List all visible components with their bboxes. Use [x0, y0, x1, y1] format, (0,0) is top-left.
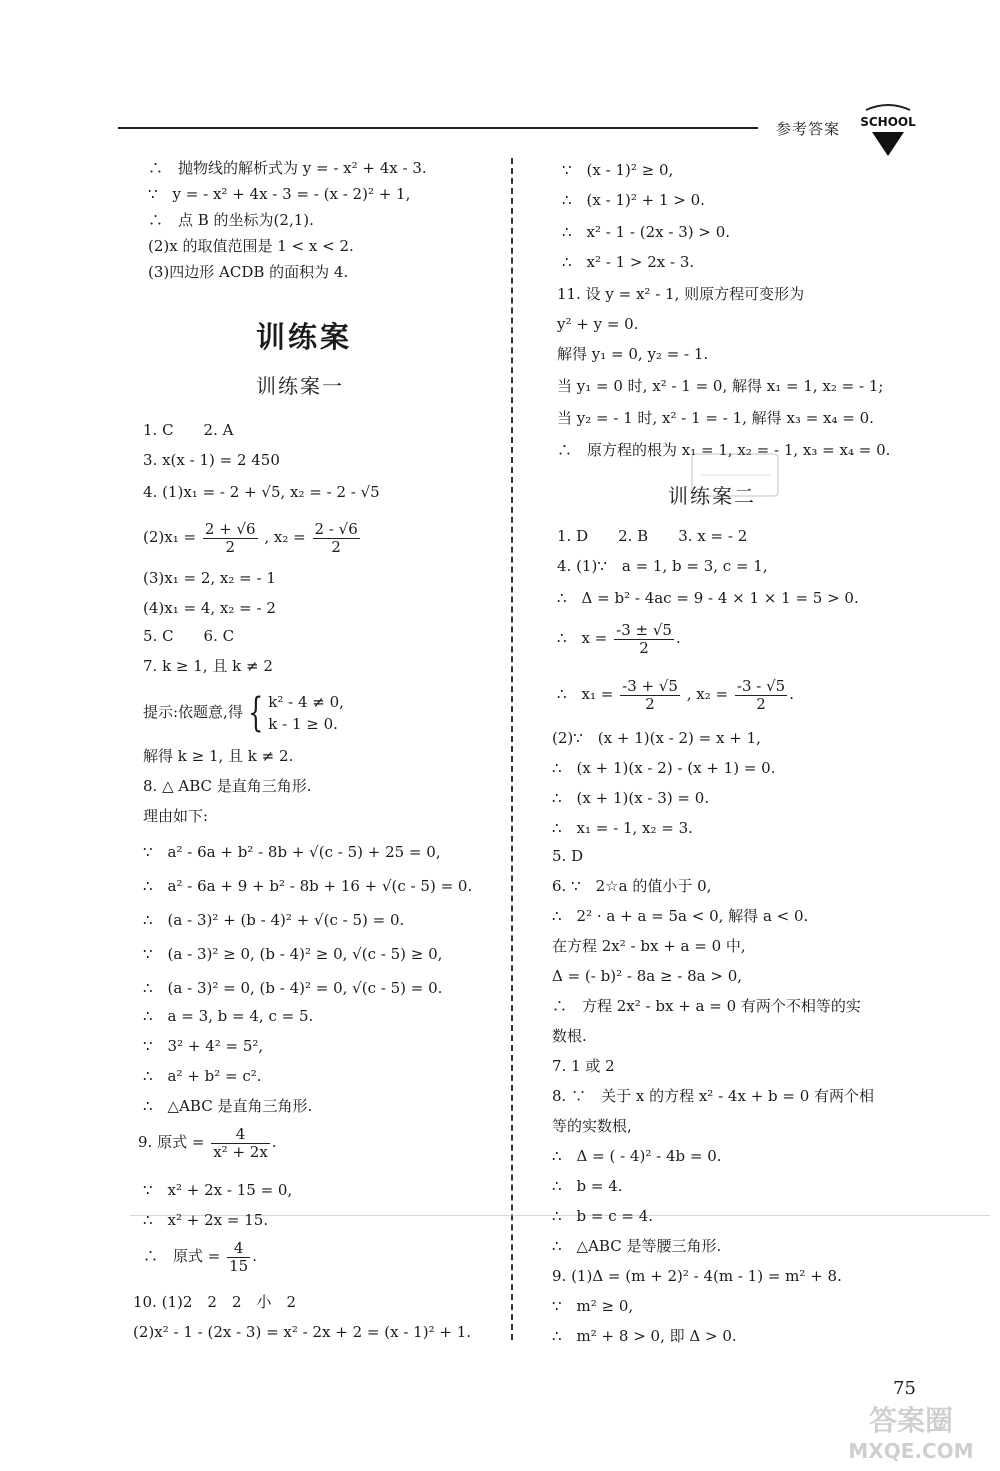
header-title: 参考答案	[776, 120, 841, 138]
fraction	[614, 622, 674, 657]
answer-8-line: ∵ 3² + 4² = 5²,	[143, 1037, 264, 1055]
sub-title-two: 训练案二	[668, 484, 756, 508]
answer-5-6: 5. C 6. C	[143, 627, 235, 645]
answer-11-line: y² + y = 0.	[557, 315, 639, 333]
answer-b-line: ∴ b = c = 4.	[552, 1207, 654, 1225]
left-pre-line: ∵ y = - x² + 4x - 3 = - (x - 2)² + 1,	[148, 185, 411, 203]
answer-b-4-4-mid: , x₂ =	[686, 685, 729, 703]
watermark-url: MXQE.COM	[848, 1439, 974, 1463]
right-pre-line: ∵ (x - 1)² ≥ 0,	[562, 161, 674, 179]
answer-4-4: (4)x₁ = 4, x₂ = - 2	[143, 599, 276, 617]
answer-b-1-3: 1. D 2. B 3. x = - 2	[557, 527, 748, 545]
answer-b-line: ∴ (x + 1)(x - 2) - (x + 1) = 0.	[552, 759, 776, 777]
answer-11-line: 11. 设 y = x² - 1, 则原方程可变形为	[557, 285, 805, 303]
fraction	[313, 521, 360, 556]
answer-3: 3. x(x - 1) = 2 450	[143, 451, 280, 469]
answer-9-result-post: .	[252, 1247, 257, 1265]
fraction	[227, 1240, 250, 1275]
fraction-num: 2 - √6	[314, 519, 358, 538]
fraction-num: 4	[211, 1126, 270, 1144]
answer-b-line: ∴ 方程 2x² - bx + a = 0 有两个不相等的实	[552, 997, 861, 1015]
answer-8-line: ∴ a² - 6a + 9 + b² - 8b + 16 + √(c - 5) = 0.	[143, 877, 473, 895]
answer-b-line: ∴ x₁ = - 1, x₂ = 3.	[552, 819, 693, 837]
answer-b-line: (2)∵ (x + 1)(x - 2) = x + 1,	[552, 729, 761, 747]
answer-8-line: 8. △ ABC 是直角三角形.	[143, 777, 312, 795]
fraction-den: 2	[645, 694, 655, 713]
answer-8-line: ∴ (a - 3)² + (b - 4)² + √(c - 5) = 0.	[143, 911, 405, 929]
answer-1-2: 1. C 2. A	[143, 421, 234, 439]
fraction-den: 15	[229, 1256, 249, 1275]
answer-b-line: ∴ 2² · a + a = 5a < 0, 解得 a < 0.	[552, 907, 809, 925]
page-number: 75	[893, 1378, 916, 1399]
answer-b-line: 9. (1)Δ = (m + 2)² - 4(m - 1) = m² + 8.	[552, 1267, 842, 1285]
answer-7: 7. k ≥ 1, 且 k ≠ 2	[143, 657, 273, 675]
answer-8-line: ∴ △ABC 是直角三角形.	[143, 1097, 313, 1115]
fraction	[620, 678, 680, 713]
answer-9-line: ∴ x² + 2x = 15.	[143, 1211, 269, 1229]
answer-9-result	[143, 1236, 257, 1276]
answer-b-4-4	[557, 674, 794, 714]
answer-b-line: 7. 1 或 2	[552, 1057, 615, 1075]
right-pre-line: ∴ x² - 1 - (2x - 3) > 0.	[562, 223, 731, 241]
column-divider	[511, 158, 513, 1340]
fraction-num: -3 ± √5	[616, 620, 672, 639]
fraction	[735, 678, 787, 713]
answer-9-result-pre: ∴ 原式 =	[143, 1247, 221, 1265]
system-line: k² - 4 ≠ 0,	[268, 693, 344, 711]
fraction	[203, 521, 258, 556]
answer-9-line: ∵ x² + 2x - 15 = 0,	[143, 1181, 293, 1199]
fraction-den: 2	[331, 537, 341, 556]
answer-b-line: 8. ∵ 关于 x 的方程 x² - 4x + b = 0 有两个相	[552, 1087, 875, 1105]
right-pre-line: ∴ (x - 1)² + 1 > 0.	[562, 191, 705, 209]
equation-system	[268, 691, 344, 735]
answer-b-line: 数根.	[552, 1027, 587, 1045]
answer-9-post: .	[271, 1133, 277, 1151]
answer-8-line: ∴ a² + b² = c².	[143, 1067, 262, 1085]
left-pre-line: ∴ 点 B 的坐标为(2,1).	[148, 211, 314, 229]
answer-b-4-3-pre: ∴ x =	[557, 629, 608, 647]
fraction	[211, 1126, 270, 1161]
answer-7-hint	[143, 688, 344, 736]
answer-8-line: 理由如下:	[143, 807, 209, 825]
header-rule	[118, 127, 758, 129]
answer-4-2-pre: (2)x₁ =	[143, 528, 197, 546]
answer-b-4-1: 4. (1)∵ a = 1, b = 3, c = 1,	[557, 557, 768, 575]
answer-b-line: Δ = (- b)² - 8a ≥ - 8a > 0,	[552, 967, 743, 985]
answer-b-line: ∴ (x + 1)(x - 3) = 0.	[552, 789, 710, 807]
answer-b-line: 在方程 2x² - bx + a = 0 中,	[552, 937, 746, 955]
answer-b-4-4-pre: ∴ x₁ =	[557, 685, 614, 703]
brace-icon: {	[247, 690, 264, 736]
answer-4-1: 4. (1)x₁ = - 2 + √5, x₂ = - 2 - √5	[143, 483, 380, 501]
fraction-den: 2	[225, 537, 235, 556]
watermark-logo	[836, 1396, 986, 1466]
answer-11-line: 解得 y₁ = 0, y₂ = - 1.	[557, 345, 709, 363]
answer-9-pre: 9. 原式 =	[138, 1133, 205, 1151]
left-pre-line: (2)x 的取值范围是 1 < x < 2.	[148, 237, 354, 255]
fraction-den: x² + 2x	[213, 1142, 268, 1161]
answer-10-2: (2)x² - 1 - (2x - 3) = x² - 2x + 2 = (x - 1)² + 1.	[133, 1323, 472, 1341]
answer-b-4-3	[557, 618, 681, 658]
answer-b-line: ∴ Δ = ( - 4)² - 4b = 0.	[552, 1147, 722, 1165]
hint-pre: 提示:依题意,得	[143, 703, 243, 721]
fraction-den: 2	[639, 638, 649, 657]
answer-11-line: 当 y₂ = - 1 时, x² - 1 = - 1, 解得 x₃ = x₄ = 0.	[557, 409, 874, 427]
fraction-num: 4	[227, 1240, 250, 1258]
answer-4-2-mid: , x₂ =	[264, 528, 306, 546]
answer-b-line: 6. ∵ 2☆a 的值小于 0,	[552, 877, 712, 895]
answer-b-4-3-post: .	[675, 629, 681, 647]
fraction-num: -3 + √5	[622, 676, 678, 695]
watermark-text: 答案圈	[868, 1404, 954, 1437]
answer-b-line: ∵ m² ≥ 0,	[552, 1297, 634, 1315]
answer-b-line: 等的实数根,	[552, 1117, 632, 1135]
system-line: k - 1 ≥ 0.	[268, 715, 338, 733]
answer-11-line: 当 y₁ = 0 时, x² - 1 = 0, 解得 x₁ = 1, x₂ = - 1;	[557, 377, 884, 395]
answer-b-line: 5. D	[552, 847, 584, 865]
answer-8-line: ∴ a = 3, b = 4, c = 5.	[143, 1007, 314, 1025]
answer-10-1: 10. (1)2 2 2 小 2	[133, 1293, 297, 1311]
fraction-den: 2	[756, 694, 766, 713]
answer-9	[138, 1122, 277, 1162]
answer-7-solve: 解得 k ≥ 1, 且 k ≠ 2.	[143, 747, 294, 765]
answer-b-line: ∴ b = 4.	[552, 1177, 623, 1195]
answer-8-line: ∵ a² - 6a + b² - 8b + √(c - 5) + 25 = 0,	[143, 843, 441, 861]
answer-8-line: ∵ (a - 3)² ≥ 0, (b - 4)² ≥ 0, √(c - 5) ≥ 0,	[143, 945, 443, 963]
answer-b-line: ∴ △ABC 是等腰三角形.	[552, 1237, 722, 1255]
answer-4-2	[143, 518, 362, 556]
answer-b-4-2: ∴ Δ = b² - 4ac = 9 - 4 × 1 × 1 = 5 > 0.	[557, 589, 859, 607]
left-pre-line: ∴ 抛物线的解析式为 y = - x² + 4x - 3.	[148, 159, 427, 177]
answer-4-3: (3)x₁ = 2, x₂ = - 1	[143, 569, 276, 587]
answer-11-line: ∴ 原方程的根为 x₁ = 1, x₂ = - 1, x₃ = x₄ = 0.	[557, 441, 891, 459]
left-pre-line: (3)四边形 ACDB 的面积为 4.	[148, 263, 349, 281]
answer-b-line: ∴ m² + 8 > 0, 即 Δ > 0.	[552, 1327, 737, 1345]
section-title: 训练案	[256, 320, 353, 354]
school-logo-icon	[858, 96, 918, 160]
answer-8-line: ∴ (a - 3)² = 0, (b - 4)² = 0, √(c - 5) = 0.	[143, 979, 443, 997]
fraction-num: -3 - √5	[736, 676, 786, 695]
sub-title-one: 训练案一	[256, 374, 344, 398]
right-pre-line: ∴ x² - 1 > 2x - 3.	[562, 253, 695, 271]
fraction-num: 2 + √6	[204, 519, 256, 538]
answer-b-4-4-post: .	[789, 685, 794, 703]
logo-text: SCHOOL	[860, 115, 916, 129]
